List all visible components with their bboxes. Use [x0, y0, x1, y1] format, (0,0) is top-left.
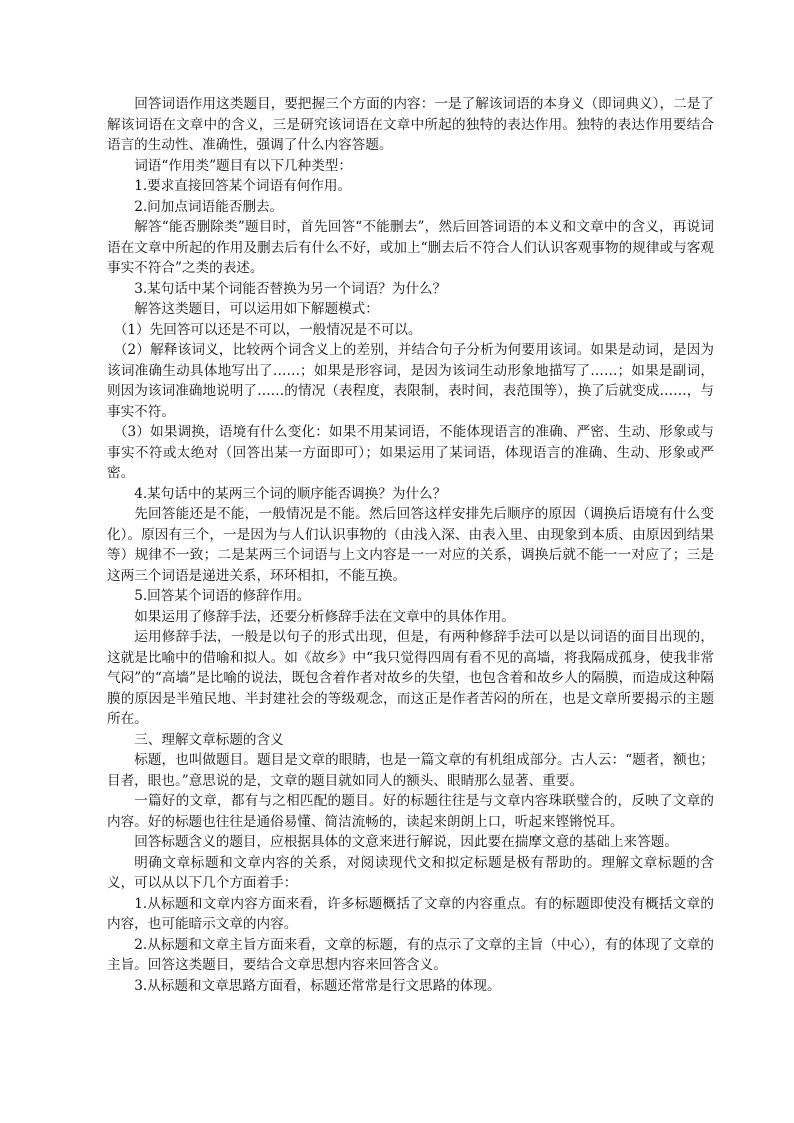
paragraph-title-relation: 明确文章标题和文章内容的关系，对阅读现代文和拟定标题是极有帮助的。理解文章标题的含义，可以从以下几个方面着手： — [107, 854, 714, 891]
list-item-2: 2.问加点词语能否删去。 — [134, 198, 284, 215]
title-list-item-3: 3.从标题和文章思路方面看，标题还常常是行文思路的体现。 — [134, 977, 501, 994]
paragraph-good-title: 一篇好的文章，都有与之相匹配的题目。好的标题往往是与文章内容珠联璧合的，反映了文章的内容。好的标题也往往是通俗易懂、简洁流畅的，读起来朗朗上口，听起来铿锵悦耳。 — [107, 793, 714, 830]
sub-item-3: （3）如果调换，语境有什么变化：如果不用某词语，不能体现语言的准确、严密、生动、形象或与事实不符或太绝对（回答出某一方面即可）；如果运用了某词语，体现语言的准确、生动、形象或严密。 — [107, 424, 714, 481]
list-item-3: 3.某句话中某个词能否替换为另一个词语？为什么？ — [134, 280, 447, 297]
paragraph-deletion-answer: 解答“能否删除类”题目时，首先回答“不能删去”，然后回答词语的本义和文章中的含义，再说词语在文章中所起的作用及删去后有什么不好，或加上“删去后不符合人们认识客观事物的规律或与客观事实不符合”之类的表述。 — [107, 219, 714, 276]
paragraph-title-definition: 标题，也叫做题目。题目是文章的眼睛，也是一篇文章的有机组成部分。古人云：“题者，额也；目者，眼也。”意思说的是，文章的题目就如同人的额头、眼睛那么显著、重要。 — [107, 752, 714, 789]
list-item-1: 1.要求直接回答某个词语有何作用。 — [134, 178, 352, 194]
paragraph-pattern-intro: 解答这类题目，可以运用如下解题模式： — [134, 301, 379, 317]
list-item-4: 4.某句话中的某两三个词的顺序能否调换？为什么？ — [134, 485, 447, 502]
paragraph-order-answer: 先回答能还是不能，一般情况是不能。然后回答这样安排先后顺序的原因（调换后语境有什么变化）。原因有三个，一是因为与人们认识事物的（由浅入深、由表入里、由现象到本质、由原因到结果等）规律不一致；二是某两三个词语与上文内容是一一对应的关系，调换后就不能一一对应了；三是这两三个词语是递进关系，环环相扣，不能互换。 — [107, 506, 714, 584]
paragraph-rhetoric-example: 运用修辞手法，一般是以句子的形式出现，但是，有两种修辞手法可以是以词语的面目出现的，这就是比喻中的借喻和拟人。如《故乡》中“我只觉得四周有看不见的高墙，将我隔成孤身，使我非常气闷”的“高墙”是比喻的说法，既包含着作者对故乡的失望，也包含着和故乡人的隔膜，而造成这种隔膜的原因是半殖民地、半封建社会的等级观念，而这正是作者苦闷的所在，也是文章所要揭示的主题所在。 — [107, 629, 714, 727]
document-body — [107, 94, 714, 996]
title-list-item-1: 1.从标题和文章内容方面来看，许多标题概括了文章的内容重点。有的标题即使没有概括文章的内容，也可能暗示文章的内容。 — [107, 895, 714, 932]
sub-item-1: （1）先回答可以还是不可以，一般情况是不可以。 — [113, 321, 422, 338]
sub-item-2: （2）解释该词义，比较两个词含义上的差别，并结合句子分析为何要用该词。如果是动词，是因为该词准确生动具体地写出了……；如果是形容词，是因为该词生动形象地描写了……；如果是副词，则因为该词准确地说明了……的情况（表程度，表限制，表时间，表范围等），换了后就变成……，与事实不符。 — [107, 342, 714, 420]
paragraph-intro: 回答词语作用这类题目，要把握三个方面的内容：一是了解该词语的本身义（即词典义），二是了解该词语在文章中的含义，三是研究该词语在文章中所起的独特的表达作用。独特的表达作用要结合语言的生动性、准确性，强调了什么内容答题。 — [107, 96, 714, 153]
title-list-item-2: 2.从标题和文章主旨方面来看，文章的标题，有的点示了文章的主旨（中心），有的体现了文章的主旨。回答这类题目，要结合文章思想内容来回答含义。 — [107, 936, 714, 973]
paragraph-types-heading: 词语“作用类”题目有以下几种类型： — [134, 157, 352, 174]
paragraph-title-answer: 回答标题含义的题目，应根据具体的文意来进行解说，因此要在揣摩文意的基础上来答题。 — [134, 834, 678, 850]
section-heading-title-meaning: 三、理解文章标题的含义 — [134, 731, 284, 748]
paragraph-rhetoric-intro: 如果运用了修辞手法，还要分析修辞手法在文章中的具体作用。 — [134, 608, 515, 625]
list-item-5: 5.回答某个词语的修辞作用。 — [134, 588, 311, 604]
